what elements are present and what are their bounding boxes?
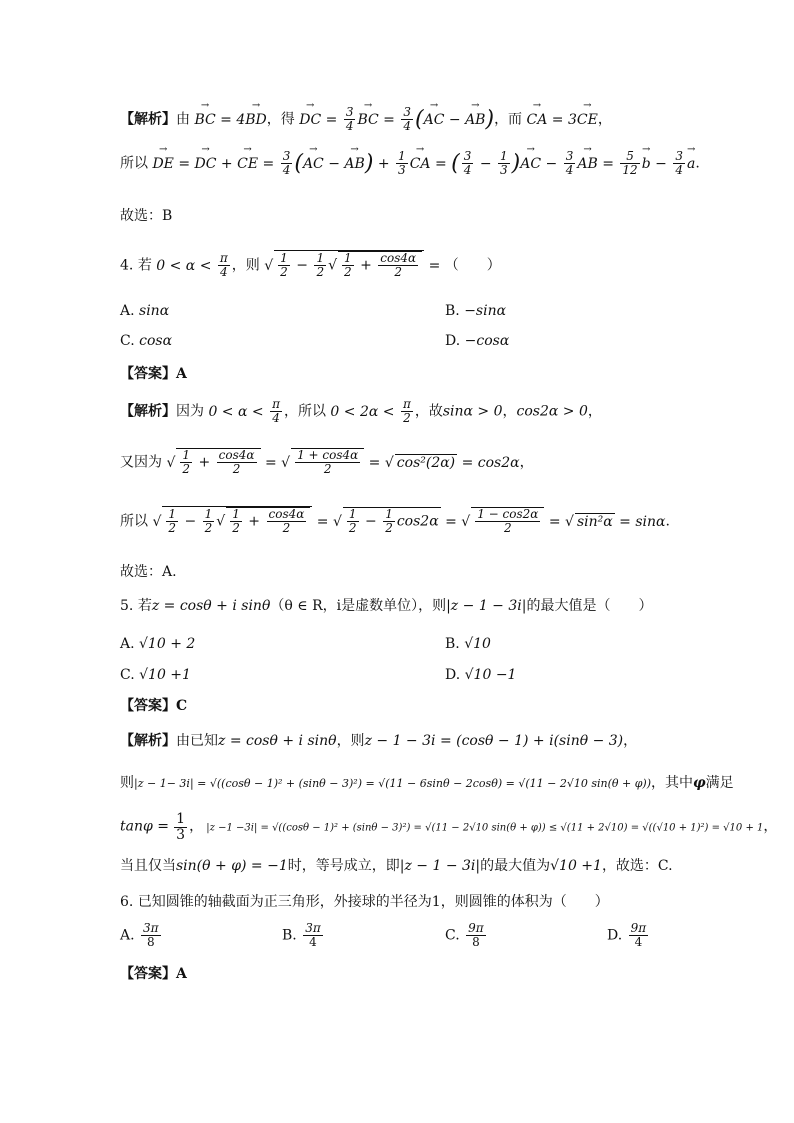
answer-choice-line: 故选：B xyxy=(120,208,173,224)
option-4b[interactable]: B. −sinα xyxy=(445,303,507,319)
option-6b[interactable]: B. $\frac{3\pi}{4}$ xyxy=(282,921,321,950)
answer-5: 【答案】C xyxy=(120,698,188,714)
explanation-line-2: 所以 → DE = → DC + → CE = $\frac{3}{4}$ (→ AC − → AB) + $\frac{1}{3}$ → CA = ( $\frac{3}{4}$ − $\frac{1}{3}$ )→ AC − $\frac{3}{4}$ → AB = $\frac{5}{12}$ → b − $\frac{3}{4}$ → a. xyxy=(120,150,734,177)
explanation-5-line-1: 【解析】由已知z = cosθ + i sinθ，则z − 1 − 3i = (cosθ − 1) + i(sinθ − 3)， xyxy=(120,733,638,749)
option-6a[interactable]: A. $\frac{3\pi}{8}$ xyxy=(120,921,159,950)
explanation-4-line-2: 又因为 √ $\frac{1}{2}$ + $\frac{\cos 4\alpha}{2}$ = √ $\frac{1 + \cos 4\alpha}{2}$ = √ cos²(2α) = cos2α， xyxy=(120,448,534,477)
answer-choice-4: 故选：A. xyxy=(120,564,177,580)
option-5b[interactable]: B. √10 xyxy=(445,636,491,652)
option-4c[interactable]: C. cosα xyxy=(120,333,173,349)
option-6d[interactable]: D. $\frac{9\pi}{4}$ xyxy=(607,921,647,950)
vector-equation: → BC = 4→ BD xyxy=(194,112,266,128)
explanation-tag: 【解析】 xyxy=(120,111,176,128)
explanation-5-line-2: 则|z − 1− 3i| = √((cosθ − 1)² + (sinθ − 3)²) = √(11 − 6sinθ − 2cosθ) = √(11 − 2√10 sin(θ + φ))，其中φ满足 xyxy=(120,775,734,791)
vector-equation-ca: → CA = 3→ CE xyxy=(527,112,598,128)
answer-4: 【答案】A xyxy=(120,366,187,382)
option-6c[interactable]: C. $\frac{9\pi}{8}$ xyxy=(445,921,484,950)
explanation-4-line-3: 所以 √ $\frac{1}{2}$ − $\frac{1}{2}$ √ $\frac{1}{2}$ + $\frac{\cos 4\alpha}{2}$ = √ $\frac{1}{2}$ − $\frac{1}{2}$ cos2α = √ $\frac{1 - \cos 2\alpha}{2}$ = √ sin²α = sinα. xyxy=(120,507,670,536)
explanation-4-line-1: 【解析】因为 0 < α < $\frac{\pi}{4}$ ，所以 0 < 2α < $\frac{\pi}{2}$ ，故sinα > 0，cos2α > 0， xyxy=(120,397,602,426)
vector-equation-dc: → DC = $\frac{3}{4}$ → BC = $\frac{3}{4}$ (→ AC − → AB) xyxy=(299,112,494,128)
question-4: 4. 若 0 < α < $\frac{\pi}{4}$ ，则 √ $\frac{1}{2}$ − $\frac{1}{2}$ √ $\frac{1}{2}$ + $\frac{\cos 4\alpha}{2}$ = （ ） xyxy=(120,251,501,280)
option-4a[interactable]: A. sinα xyxy=(120,303,170,319)
explanation-line-1: 【解析】由 → BC = 4→ BD，得 → DC = $\frac{3}{4}$ → BC = $\frac{3}{4}$ (→ AC − → AB)，而 → CA = 3→ CE， xyxy=(120,106,734,133)
option-5d[interactable]: D. √10 −1 xyxy=(445,667,517,683)
option-4d[interactable]: D. −cosα xyxy=(445,333,510,349)
question-6: 6. 已知圆锥的轴截面为正三角形，外接球的半径为1，则圆锥的体积为（ ） xyxy=(120,894,609,910)
explanation-5-line-4: 当且仅当sin(θ + φ) = −1时，等号成立，即|z − 1 − 3i|的最大值为√10 +1，故选：C. xyxy=(120,858,673,874)
explanation-5-line-3: tanφ = $\frac{1}{3}$ ， |z −1 −3i| = √((cosθ − 1)² + (sinθ − 3)²) = √(11 − 2√10 sin(θ + φ)) ≤ √(11 + 2√10) = √((√10 + 1)²) = √10 + 1， xyxy=(120,811,778,844)
question-5: 5. 若z = cosθ + i sinθ（θ ∈ R，i是虚数单位），则|z − 1 − 3i|的最大值是（ ） xyxy=(120,598,653,614)
vector-equation-de: → DE = → DC + → CE = $\frac{3}{4}$ (→ AC − → AB) + $\frac{1}{3}$ → CA = ( $\frac{3}{4}$ − $\frac{1}{3}$ )→ AC − $\frac{3}{4}$ → AB = $\frac{5}{12}$ → b − $\frac{3}{4}$ → a xyxy=(152,156,695,172)
answer-6: 【答案】A xyxy=(120,966,187,982)
option-5c[interactable]: C. √10 +1 xyxy=(120,667,191,683)
option-5a[interactable]: A. √10 + 2 xyxy=(120,636,196,652)
